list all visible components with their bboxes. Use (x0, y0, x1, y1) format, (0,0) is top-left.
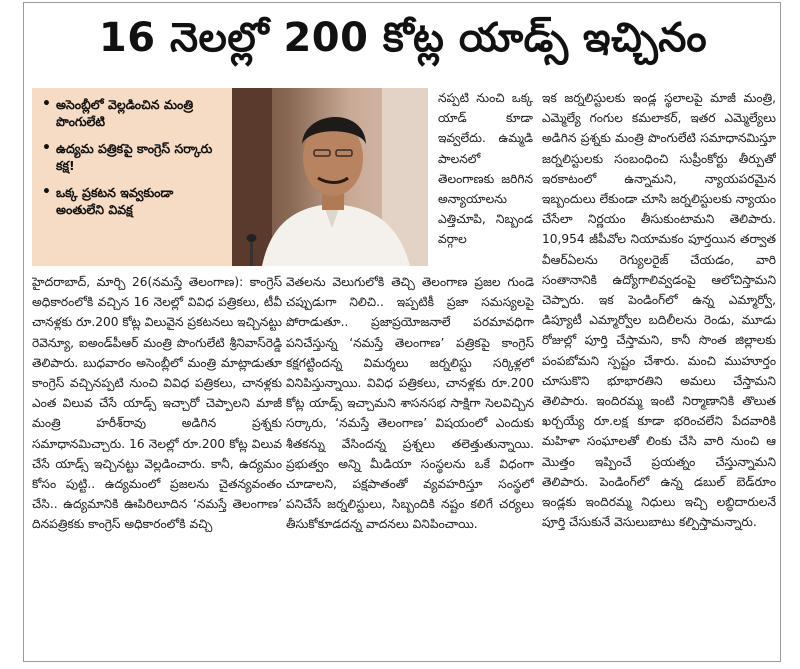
article-paragraph: నప్పటి నుంచి ఒక్క యాడ్ కూడా ఇవ్వలేదు. ఉమ్మడి పాలనలో తెలంగాణకు జరిగిన అన్యాయాలను ఎత్తిచూపి, నిబ్బండ వర్గాల (438, 91, 533, 247)
highlight-text: ఒక్క ప్రకటన ఇవ్వకుండా అంతులేని వివక్ష (56, 185, 174, 217)
highlight-item (42, 184, 224, 218)
article-paragraph: వెతలను వెలుగులోకి తెచ్చి తెలంగాణ ప్రజల గుండె చప్పుడుగా నిలిచి.. ఇప్పటికీ ప్రజా సమస్యలపై పోరాడుతూ.. ప్రజాప్రయోజనాలే పరమావధిగా పనిచేస్తున్న ‘నమస్తే తెలంగాణ’ పత్రికపై కాంగ్రెస్ కక్షగట్టిందన్న విమర్శలు జర్నలిస్టు సర్కిళ్లలో వినిపిస్తున్నాయి. వివిధ పత్రికలు, చానళ్లకు రూ.200 కోట్ల యాడ్స్ ఇచ్చామని శాసనసభ సాక్షిగా సెలవిచ్చిన సర్కారు, ‘నమస్తే తెలంగాణ’ విషయంలో ఎందుకు శీతకన్ను వేసిందన్న ప్రశ్నలు తలెత్తుతున్నాయి. ప్రభుత్వం అన్ని మీడియా సంస్థలను ఒకే విధంగా చూడాలని, పక్షపాతంతో వ్యవహరిస్తూ సంస్థలో పనిచేసే జర్నలిస్టులు, సిబ్బందికి నష్టం కలిగే చర్యలు తీసుకోకూడదన్న వాదనలు వినిపించాయి. (286, 275, 534, 532)
highlight-item (42, 96, 224, 130)
newspaper-clipping (23, 2, 781, 662)
article-column-1 (32, 272, 282, 660)
bullet-icon: • (42, 140, 51, 156)
article-column-2 (286, 272, 534, 660)
portrait-illustration (232, 88, 428, 266)
article-paragraph: హైదరాబాద్, మార్చి 26(నమస్తే తెలంగాణ): కాంగ్రెస్ అధికారంలోకి వచ్చిన 16 నెలల్లో వివిధ పత్రికలు, టీవీ చానళ్లకు రూ.200 కోట్ల విలువైన ప్రకటనలు ఇచ్చినట్టు రెవెన్యూ, ఐఅండ్‌పీఆర్ మంత్రి పొంగులేటి శ్రీనివాస్‌రెడ్డి తెలిపారు. బుధవారం అసెంబ్లీలో మంత్రి మాట్లాడుతూ కాంగ్రెస్ వచ్చినప్పటి నుంచి వివిధ పత్రికలు, చానళ్లకు ఎంత విలువ చేసే యాడ్స్ ఇచ్చారో చెప్పాలని మాజీ మంత్రి హరీశ్‌రావు అడిగిన ప్రశ్నకు సమాధానమిచ్చారు. 16 నెలల్లో రూ.200 కోట్ల విలువ చేసే యాడ్స్ ఇచ్చినట్టు వెల్లడించారు. కానీ, ఉద్యమం కోసం పుట్టి.. ఉద్యమంలో ప్రజలను చైతన్యవంతం చేసి.. ఉద్యమానికి ఊపిరిలూదిన ‘నమస్తే తెలంగాణ’ దినపత్రికకు కాంగ్రెస్ అధికారంలోకి వచ్చి (32, 275, 282, 532)
highlight-text: ఉద్యమ పత్రికపై కాంగ్రెస్ సర్కారు కక్ష! (56, 141, 213, 173)
bullet-icon: • (42, 184, 51, 200)
bullet-icon: • (42, 96, 51, 112)
highlight-item (42, 140, 224, 174)
highlight-text: అసెంబ్లీలో వెల్లడించిన మంత్రి పొంగులేటి (56, 97, 194, 129)
minister-photo (232, 88, 428, 266)
headline: 16 నెలల్లో 200 కోట్ల యాడ్స్ ఇచ్చినం (98, 15, 708, 61)
article-column-3 (542, 88, 776, 660)
article-column-2-top (438, 88, 533, 268)
highlights-box (32, 88, 232, 266)
article-paragraph: ఇక జర్నలిస్టులకు ఇండ్ల స్థలాలపై మాజీ మంత్రి, ఎమ్మెల్యే గంగుల కమలాకర్, ఇతర ఎమ్మెల్యేలు అడిగిన ప్రశ్నకు మంత్రి పొంగులేటి సమాధానమిస్తూ జర్నలిస్టులకు సంబంధించి సుప్రీంకోర్టు తీర్పుతో ఇరకాటంలో ఉన్నామని, న్యాయపరమైన ఇబ్బందులు లేకుండా చూసి జర్నలిస్టులకు న్యాయం చేసేలా నిర్ణయం తీసుకుంటామని తెలిపారు. 10,954 జీపీవోల నియామకం పూర్తయిన తర్వాత వీఆర్‌ఏలను రెగ్యులరైజ్ చేయడం, వారి సంతానానికి ఉద్యోగాలివ్వడంపై ఆలోచిస్తామని చెప్పారు. ఇక పెండింగ్‌లో ఉన్న ఎమ్మార్వో, డిప్యూటీ ఎమ్మార్వోల బదిలీలను రెండు, మూడు రోజుల్లో పూర్తి చేస్తామని, కానీ సొంత జిల్లాలకు పంపబోమని స్పష్టం చేశారు. మంచి ముహూర్తం చూసుకొని భూభారతిని అమలు చేస్తామని తెలిపారు. ఇందిరమ్మ ఇంటి నిర్మాణానికి తొలుత ఖర్చయ్యే రూ.లక్ష కూడా భరించలేని పేదవారికి మహిళా సంఘాలతో లింకు చేసి వారి నుంచి ఆ మొత్తం ఇప్పించే ప్రయత్నం చేస్తున్నామని తెలిపారు. పెండింగ్‌లో ఉన్న డబుల్ బెడ్‌రూం ఇండ్లకు ఇందిరమ్మ నిధులు ఇచ్చి లబ్ధిదారులనే పూర్తి చేసుకునే వెసులుబాటు కల్పిస్తామన్నారు. (542, 91, 776, 530)
